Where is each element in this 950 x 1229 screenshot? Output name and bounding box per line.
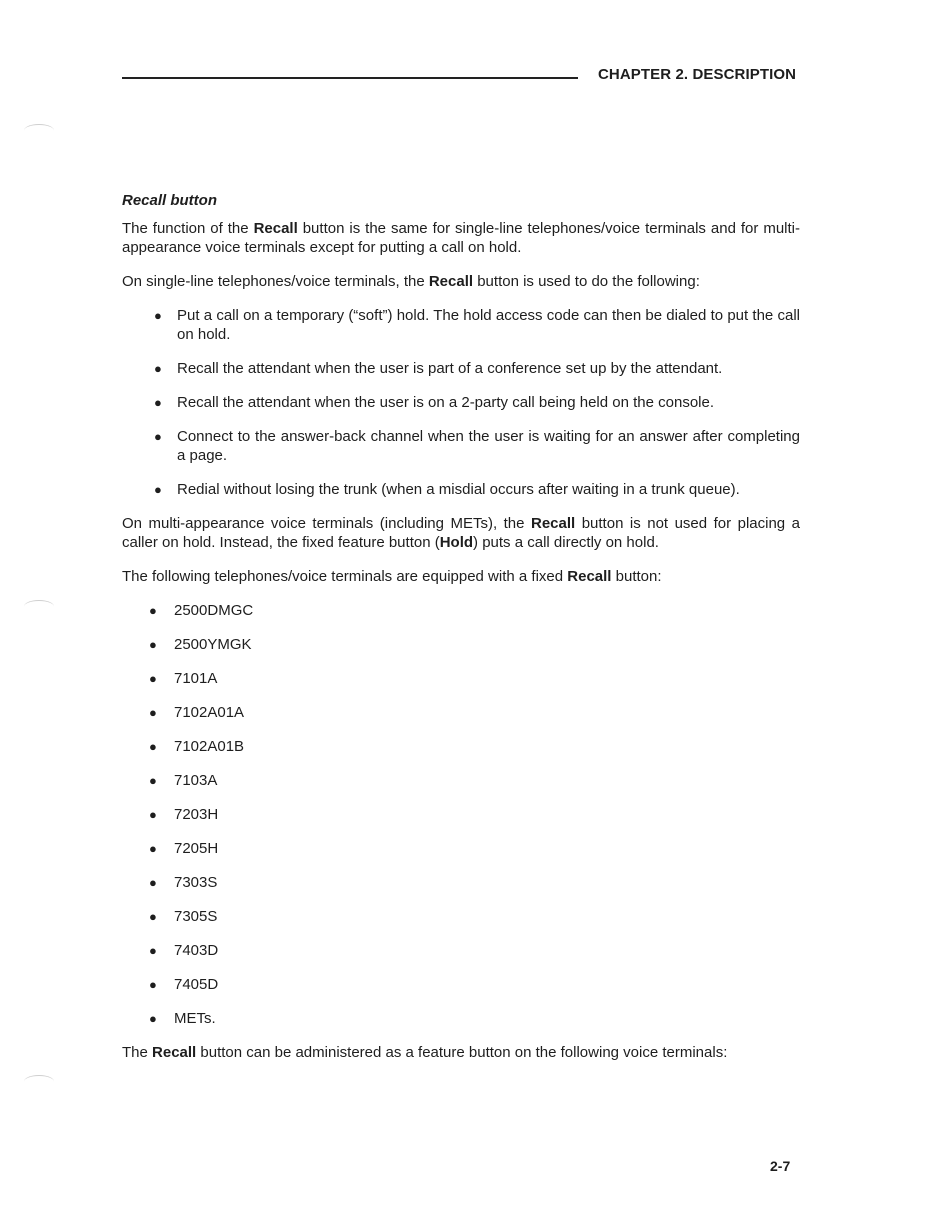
bullet-icon: ● [149, 909, 157, 924]
binding-hole-mark [24, 1075, 54, 1088]
recall-term: Recall [531, 515, 576, 532]
binding-hole-mark [24, 124, 54, 137]
single-line-paragraph: On single-line telephones/voice terminals, the Recall button is used to do the following: [122, 273, 700, 290]
list-item: ● Recall the attendant when the user is on a 2-party call being held on the console. [154, 394, 715, 411]
recall-term: Recall [253, 220, 298, 237]
bullet-icon: ● [154, 308, 162, 323]
recall-term: Recall [428, 273, 474, 290]
list-item: ● 7405D [149, 976, 219, 993]
multi-appearance-paragraph: On multi-appearance voice terminals (including METs), the Recall button is not used for placing a caller on hold. Instead, the fixed feature button (Hold) puts a call directly on hold. [122, 515, 800, 551]
list-item: ● Put a call on a temporary (“soft”) hold. The hold access code can then be dialed to put the call on hold. [154, 307, 800, 343]
bullet-icon: ● [154, 482, 162, 497]
list-item: ● Connect to the answer-back channel when the user is waiting for an answer after completing a page. [154, 428, 800, 464]
bullet-icon: ● [149, 705, 157, 720]
bullet-icon: ● [149, 875, 157, 890]
chapter-title: CHAPTER 2. DESCRIPTION [598, 66, 797, 83]
list-item: ● Recall the attendant when the user is part of a conference set up by the attendant. [154, 360, 723, 377]
list-item: ● 7305S [149, 908, 218, 925]
bullet-icon: ● [149, 841, 157, 856]
list-item: ● 7303S [149, 874, 218, 891]
list-item: ● 7102A01A [149, 704, 245, 721]
main-content [122, 191, 800, 1077]
list-item: ● 2500DMGC [149, 602, 254, 619]
administered-paragraph: The Recall button can be administered as a feature button on the following voice terminals: [122, 1044, 728, 1061]
recall-term: Recall [152, 1044, 197, 1061]
bullet-icon: ● [149, 671, 157, 686]
bullet-icon: ● [149, 637, 157, 652]
page-number: 2-7 [770, 1158, 791, 1174]
bullet-icon: ● [154, 429, 162, 444]
bullet-icon: ● [154, 395, 162, 410]
bullet-icon: ● [149, 739, 157, 754]
fixed-recall-model-list [122, 601, 800, 1028]
bullet-icon: ● [149, 943, 157, 958]
bullet-icon: ● [149, 1011, 157, 1026]
section-heading: Recall button [122, 192, 218, 209]
fixed-recall-paragraph: The following telephones/voice terminals are equipped with a fixed Recall button: [122, 568, 662, 585]
list-item: ● Redial without losing the trunk (when a misdial occurs after waiting in a trunk queue). [154, 481, 740, 498]
list-item: ● 7101A [149, 670, 218, 687]
hold-term: Hold [439, 534, 474, 551]
list-item: ● 7403D [149, 942, 219, 959]
bullet-icon: ● [149, 807, 157, 822]
list-item: ● 7203H [149, 806, 219, 823]
bullet-icon: ● [154, 361, 162, 376]
header-rule [122, 77, 578, 79]
list-item: ● METs. [149, 1010, 216, 1027]
binding-hole-mark [24, 600, 54, 613]
list-item: ● 7103A [149, 772, 218, 789]
single-line-feature-list [122, 306, 800, 499]
bullet-icon: ● [149, 773, 157, 788]
intro-paragraph: The function of the Recall button is the same for single-line telephones/voice terminals and for multi-appearance voice terminals except for putting a call on hold. [122, 220, 800, 256]
bullet-icon: ● [149, 977, 157, 992]
list-item: ● 2500YMGK [149, 636, 252, 653]
list-item: ● 7205H [149, 840, 219, 857]
recall-term: Recall [567, 568, 612, 585]
bullet-icon: ● [149, 603, 157, 618]
list-item: ● 7102A01B [149, 738, 245, 755]
